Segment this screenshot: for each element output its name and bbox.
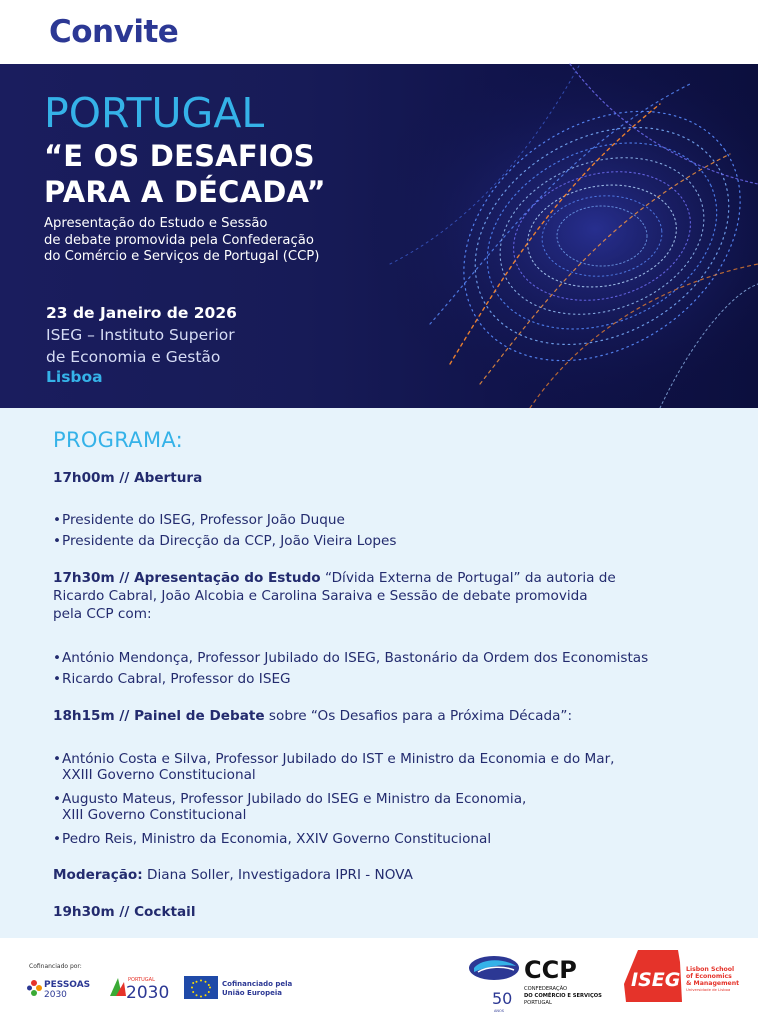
session-description (53, 708, 572, 724)
header-bar (0, 0, 758, 64)
list-item-text-continued: XIII Governo Constitucional (62, 807, 247, 823)
subtitle-line: de debate promovida pela Confederação (44, 232, 314, 248)
ccp-acronym: CCP (524, 956, 577, 984)
list-item-text: Presidente do ISEG, Professor João Duque (62, 512, 345, 528)
program-heading: PROGRAMA: (53, 428, 184, 452)
moderation-text: Diana Soller, Investigadora IPRI - NOVA (142, 867, 413, 883)
list-item-text: Presidente da Direcção da CCP, João Vieira Lopes (62, 533, 397, 549)
list-item (53, 650, 648, 666)
ccp-line-2: DO COMÉRCIO E SERVIÇOS (524, 993, 602, 999)
subtitle-line: Apresentação do Estudo e Sessão (44, 216, 268, 231)
event-date: 23 de Janeiro de 2026 (46, 304, 237, 322)
portugal-2030-logo (108, 972, 174, 1002)
eu-cofinanced-logo (184, 976, 294, 1000)
hero-title: PORTUGAL (44, 89, 265, 137)
event-venue (46, 324, 235, 368)
session-description-line: Ricardo Cabral, João Alcobia e Carolina Saraiva e Sessão de debate promovida (53, 588, 588, 604)
hero-banner (0, 64, 758, 408)
iseg-acronym: ISEG (631, 969, 681, 991)
moderation-label: Moderação: (53, 867, 143, 883)
ccp-line-1: CONFEDERAÇÃO (524, 986, 568, 992)
moderation-line (53, 867, 413, 883)
list-item-text: António Costa e Silva, Professor Jubilado do IST e Ministro da Economia e do Mar, (62, 751, 615, 767)
bullet-icon: • (53, 671, 62, 687)
subtitle-line: do Comércio e Serviços de Portugal (CCP) (44, 249, 320, 264)
list-item-text: Augusto Mateus, Professor Jubilado do ISEG e Ministro da Economia, (62, 791, 527, 807)
pessoas-2030-logo (27, 975, 99, 1001)
hero-title-line-2: PARA A DÉCADA” (44, 175, 326, 209)
iseg-line-2: of Economics (686, 973, 732, 980)
eu-text-line-1: Cofinanciado pela (222, 980, 293, 988)
eu-text-line-2: União Europeia (222, 989, 282, 997)
page-title: Convite (49, 14, 179, 50)
event-city: Lisboa (46, 368, 103, 386)
session-text: “Dívida Externa de Portugal” da autoria de (320, 570, 616, 586)
venue-line: de Economia e Gestão (46, 348, 221, 366)
iseg-line-4: Universidade de Lisboa (686, 987, 731, 992)
ccp-anos: ANOS (494, 1009, 504, 1013)
list-item (53, 671, 291, 687)
list-item-text: Pedro Reis, Ministro da Economia, XXIV Governo Constitucional (62, 831, 492, 847)
venue-line: ISEG – Instituto Superior (46, 326, 235, 344)
session-description-line: pela CCP com: (53, 606, 152, 622)
session-description (53, 570, 616, 586)
pessoas-year: 2030 (44, 990, 67, 1000)
iseg-line-3: & Management (686, 980, 740, 987)
list-item (53, 533, 396, 549)
session-time-label: 17h00m // Abertura (53, 470, 203, 486)
bullet-icon: • (53, 791, 62, 807)
portugal-small-text: PORTUGAL (128, 977, 155, 983)
ccp-line-3: PORTUGAL (524, 1000, 552, 1006)
iseg-line-1: Lisbon School (686, 966, 735, 973)
program-section (0, 408, 758, 938)
session-text: sobre “Os Desafios para a Próxima Década”: (264, 708, 573, 724)
footer-logos (0, 938, 758, 1024)
cofinanced-label: Cofinanciado por: (29, 963, 82, 970)
bullet-icon: • (53, 533, 62, 549)
list-item (53, 512, 345, 528)
session-time-label: 18h15m // Painel de Debate (53, 708, 265, 724)
bullet-icon: • (53, 650, 62, 666)
hero-subtitle (44, 216, 319, 266)
ccp-years: 50 (492, 989, 513, 1008)
portugal-year: 2030 (126, 983, 170, 1003)
pessoas-text: PESSOAS (44, 980, 91, 990)
bullet-icon: • (53, 512, 62, 528)
session-title (53, 470, 202, 486)
bullet-icon: • (53, 831, 62, 847)
list-item-text: António Mendonça, Professor Jubilado do ISEG, Bastonário da Ordem dos Economistas (62, 650, 649, 666)
session-time-label: 17h30m // Apresentação do Estudo (53, 570, 321, 586)
list-item (53, 791, 526, 823)
iseg-logo (624, 950, 744, 1002)
abstract-swirl-graphic (330, 64, 758, 408)
hero-title-line-1: “E OS DESAFIOS (44, 139, 315, 173)
session-time-label: 19h30m // Cocktail (53, 904, 196, 920)
bullet-icon: • (53, 751, 62, 767)
ccp-logo (468, 952, 602, 1018)
list-item-text: Ricardo Cabral, Professor do ISEG (62, 671, 291, 687)
session-title (53, 904, 195, 920)
list-item-text-continued: XXIII Governo Constitucional (62, 767, 256, 783)
list-item (53, 751, 615, 783)
list-item (53, 831, 491, 847)
